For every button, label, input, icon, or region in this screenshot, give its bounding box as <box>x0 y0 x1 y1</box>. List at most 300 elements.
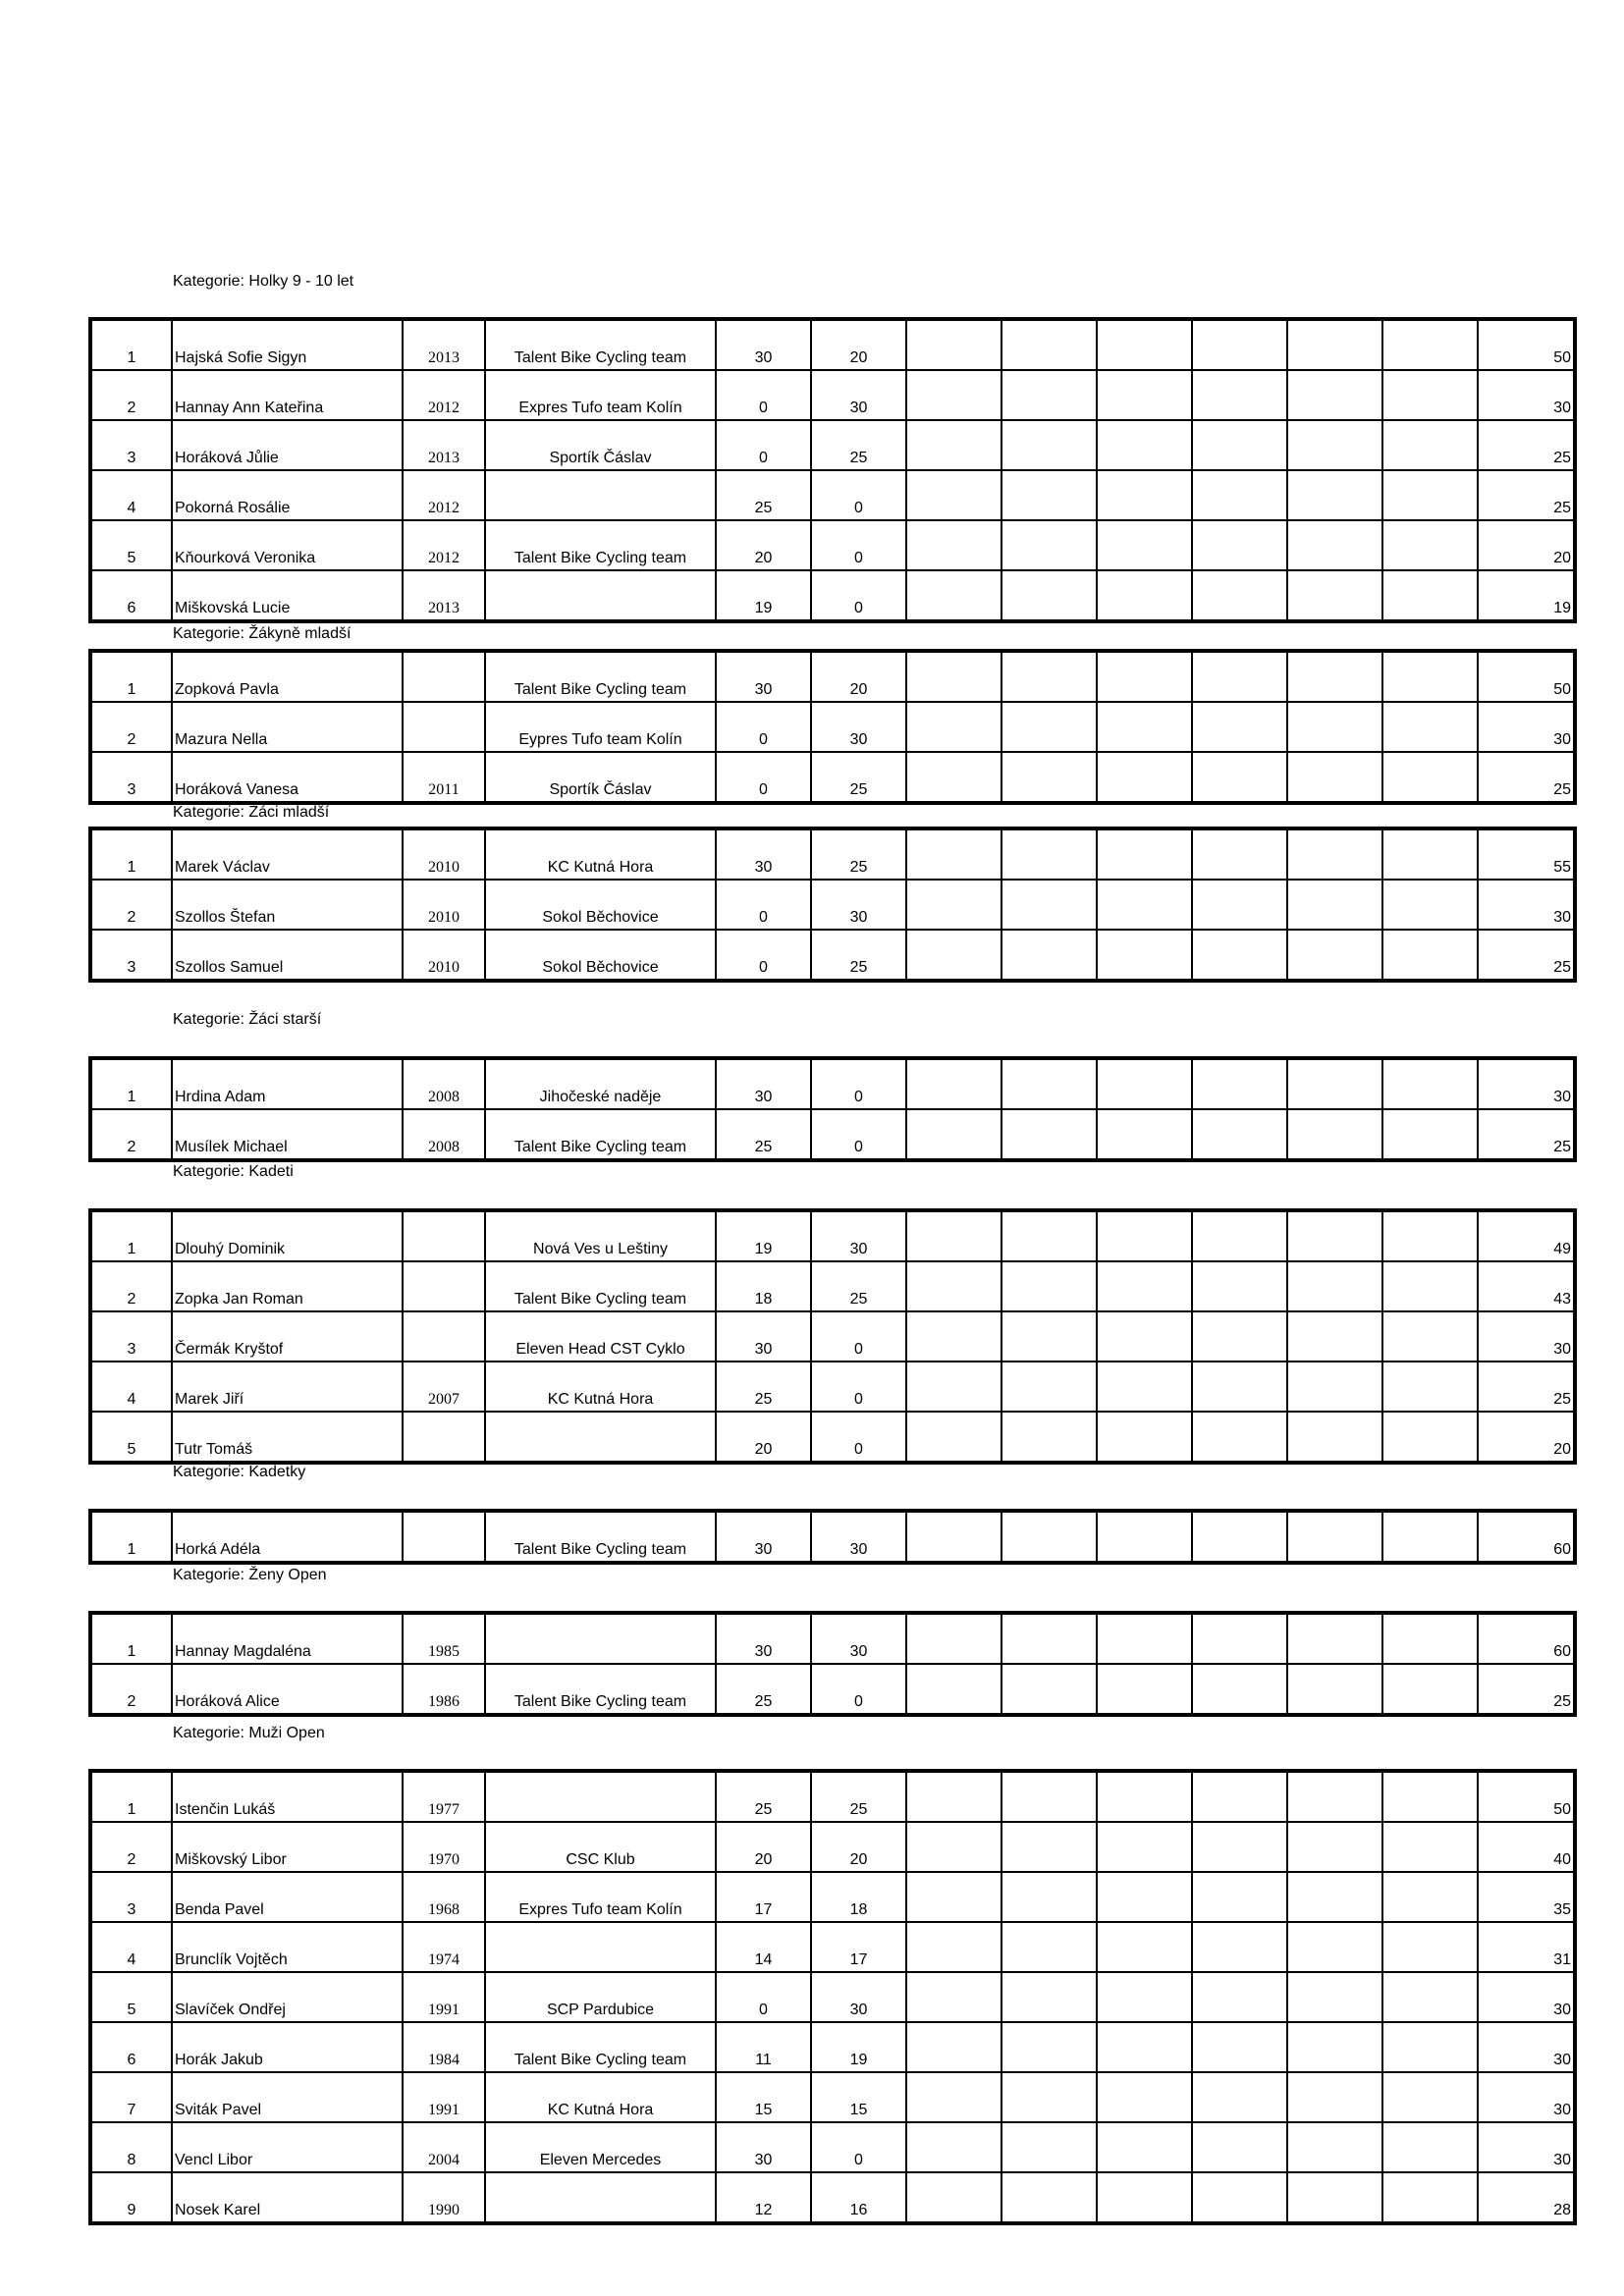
table-row <box>90 2172 1575 2223</box>
empty-race-cell <box>1001 702 1097 752</box>
empty-race-cell <box>1097 2122 1192 2172</box>
race2-points-cell: 0 <box>811 1362 906 1412</box>
birth-year-cell: 1977 <box>403 1771 485 1822</box>
birth-year-cell: 2012 <box>403 470 485 520</box>
category-title: Kategorie: Žáci mladší <box>173 804 330 821</box>
team-cell: CSC Klub <box>485 1822 716 1872</box>
empty-race-cell <box>1287 470 1382 520</box>
total-points-cell: 25 <box>1478 470 1575 520</box>
empty-race-cell <box>1287 828 1382 880</box>
empty-race-cell <box>906 2172 1001 2223</box>
birth-year-cell: 2010 <box>403 930 485 981</box>
empty-race-cell <box>1097 1210 1192 1261</box>
table-row <box>90 520 1575 570</box>
empty-race-cell <box>1287 1972 1382 2022</box>
empty-race-cell <box>1192 1972 1287 2022</box>
team-cell <box>485 1771 716 1822</box>
race2-points-cell: 16 <box>811 2172 906 2223</box>
total-points-cell: 20 <box>1478 520 1575 570</box>
empty-race-cell <box>1001 570 1097 621</box>
total-points-cell: 30 <box>1478 2122 1575 2172</box>
race1-points-cell: 0 <box>716 702 811 752</box>
rank-cell: 3 <box>90 930 172 981</box>
team-cell: SCP Pardubice <box>485 1972 716 2022</box>
total-points-cell: 30 <box>1478 702 1575 752</box>
empty-race-cell <box>1097 1664 1192 1715</box>
team-cell: Talent Bike Cycling team <box>485 1109 716 1160</box>
empty-race-cell <box>1287 1922 1382 1972</box>
empty-race-cell <box>1001 828 1097 880</box>
rank-cell: 1 <box>90 319 172 370</box>
empty-race-cell <box>1192 1311 1287 1362</box>
empty-race-cell <box>1097 1261 1192 1311</box>
race1-points-cell: 20 <box>716 1412 811 1463</box>
empty-race-cell <box>906 880 1001 930</box>
total-points-cell: 50 <box>1478 319 1575 370</box>
empty-race-cell <box>906 702 1001 752</box>
birth-year-cell: 1991 <box>403 1972 485 2022</box>
rank-cell: 8 <box>90 2122 172 2172</box>
empty-race-cell <box>1001 319 1097 370</box>
total-points-cell: 30 <box>1478 2072 1575 2122</box>
empty-race-cell <box>1001 1511 1097 1563</box>
empty-race-cell <box>1192 319 1287 370</box>
empty-race-cell <box>1382 1922 1478 1972</box>
total-points-cell: 30 <box>1478 1972 1575 2022</box>
empty-race-cell <box>906 651 1001 702</box>
team-cell <box>485 1922 716 1972</box>
table-row <box>90 570 1575 621</box>
empty-race-cell <box>1287 570 1382 621</box>
birth-year-cell: 2010 <box>403 828 485 880</box>
race2-points-cell: 17 <box>811 1922 906 1972</box>
race1-points-cell: 14 <box>716 1922 811 1972</box>
team-cell: Sokol Běchovice <box>485 930 716 981</box>
race1-points-cell: 20 <box>716 520 811 570</box>
total-points-cell: 55 <box>1478 828 1575 880</box>
rank-cell: 1 <box>90 1058 172 1109</box>
table-row <box>90 1412 1575 1463</box>
total-points-cell: 19 <box>1478 570 1575 621</box>
table-row <box>90 651 1575 702</box>
empty-race-cell <box>1192 570 1287 621</box>
total-points-cell: 31 <box>1478 1922 1575 1972</box>
rider-name-cell: Miškovský Libor <box>172 1822 403 1872</box>
birth-year-cell: 2013 <box>403 420 485 470</box>
rank-cell: 3 <box>90 420 172 470</box>
empty-race-cell <box>906 930 1001 981</box>
team-cell: Expres Tufo team Kolín <box>485 1872 716 1922</box>
empty-race-cell <box>1382 651 1478 702</box>
empty-race-cell <box>1192 1922 1287 1972</box>
total-points-cell: 25 <box>1478 420 1575 470</box>
empty-race-cell <box>906 1311 1001 1362</box>
birth-year-cell: 2008 <box>403 1109 485 1160</box>
birth-year-cell: 1984 <box>403 2022 485 2072</box>
total-points-cell: 25 <box>1478 1109 1575 1160</box>
empty-race-cell <box>1001 880 1097 930</box>
empty-race-cell <box>906 1511 1001 1563</box>
empty-race-cell <box>1001 420 1097 470</box>
race2-points-cell: 30 <box>811 702 906 752</box>
total-points-cell: 50 <box>1478 651 1575 702</box>
race2-points-cell: 25 <box>811 930 906 981</box>
empty-race-cell <box>906 420 1001 470</box>
empty-race-cell <box>1192 651 1287 702</box>
category-title: Kategorie: Muži Open <box>173 1725 325 1741</box>
empty-race-cell <box>1001 470 1097 520</box>
empty-race-cell <box>1382 319 1478 370</box>
rank-cell: 2 <box>90 1664 172 1715</box>
empty-race-cell <box>1001 1261 1097 1311</box>
empty-race-cell <box>1097 319 1192 370</box>
race2-points-cell: 30 <box>811 1210 906 1261</box>
empty-race-cell <box>1382 370 1478 420</box>
team-cell: KC Kutná Hora <box>485 2072 716 2122</box>
race1-points-cell: 30 <box>716 1058 811 1109</box>
rank-cell: 1 <box>90 1210 172 1261</box>
empty-race-cell <box>1192 1412 1287 1463</box>
total-points-cell: 25 <box>1478 1664 1575 1715</box>
birth-year-cell: 2013 <box>403 319 485 370</box>
team-cell: Jihočeské naděje <box>485 1058 716 1109</box>
race1-points-cell: 19 <box>716 570 811 621</box>
rider-name-cell: Miškovská Lucie <box>172 570 403 621</box>
rank-cell: 2 <box>90 1261 172 1311</box>
results-table <box>88 1056 1577 1162</box>
category-title: Kategorie: Žáci starší <box>173 1011 322 1028</box>
empty-race-cell <box>1001 1412 1097 1463</box>
empty-race-cell <box>1097 1972 1192 2022</box>
table-row <box>90 1058 1575 1109</box>
birth-year-cell: 2004 <box>403 2122 485 2172</box>
empty-race-cell <box>1287 420 1382 470</box>
empty-race-cell <box>1382 2122 1478 2172</box>
empty-race-cell <box>1192 2172 1287 2223</box>
empty-race-cell <box>1097 1311 1192 1362</box>
empty-race-cell <box>1287 370 1382 420</box>
birth-year-cell: 1985 <box>403 1613 485 1664</box>
race2-points-cell: 20 <box>811 319 906 370</box>
empty-race-cell <box>1382 828 1478 880</box>
rank-cell: 1 <box>90 651 172 702</box>
rank-cell: 2 <box>90 1822 172 1872</box>
table-row <box>90 1771 1575 1822</box>
empty-race-cell <box>1001 2122 1097 2172</box>
team-cell: Sokol Běchovice <box>485 880 716 930</box>
race1-points-cell: 30 <box>716 1613 811 1664</box>
race1-points-cell: 30 <box>716 1311 811 1362</box>
rider-name-cell: Hrdina Adam <box>172 1058 403 1109</box>
race2-points-cell: 0 <box>811 570 906 621</box>
race1-points-cell: 18 <box>716 1261 811 1311</box>
team-cell: KC Kutná Hora <box>485 1362 716 1412</box>
empty-race-cell <box>1287 1412 1382 1463</box>
race2-points-cell: 15 <box>811 2072 906 2122</box>
empty-race-cell <box>1097 520 1192 570</box>
empty-race-cell <box>1382 1822 1478 1872</box>
team-cell: Sportík Čáslav <box>485 420 716 470</box>
race1-points-cell: 0 <box>716 880 811 930</box>
race1-points-cell: 17 <box>716 1872 811 1922</box>
empty-race-cell <box>1001 1771 1097 1822</box>
empty-race-cell <box>1287 1109 1382 1160</box>
rider-name-cell: Sviták Pavel <box>172 2072 403 2122</box>
race2-points-cell: 18 <box>811 1872 906 1922</box>
empty-race-cell <box>1097 2172 1192 2223</box>
total-points-cell: 43 <box>1478 1261 1575 1311</box>
empty-race-cell <box>1001 1972 1097 2022</box>
rider-name-cell: Horák Jakub <box>172 2022 403 2072</box>
race2-points-cell: 0 <box>811 2122 906 2172</box>
empty-race-cell <box>1192 880 1287 930</box>
birth-year-cell: 1991 <box>403 2072 485 2122</box>
rider-name-cell: Čermák Kryštof <box>172 1311 403 1362</box>
empty-race-cell <box>1382 1511 1478 1563</box>
empty-race-cell <box>1382 1872 1478 1922</box>
team-cell: Talent Bike Cycling team <box>485 651 716 702</box>
rider-name-cell: Horáková Alice <box>172 1664 403 1715</box>
empty-race-cell <box>906 319 1001 370</box>
empty-race-cell <box>1382 2022 1478 2072</box>
empty-race-cell <box>1192 370 1287 420</box>
race1-points-cell: 15 <box>716 2072 811 2122</box>
results-table <box>88 827 1577 983</box>
total-points-cell: 30 <box>1478 1311 1575 1362</box>
rank-cell: 6 <box>90 2022 172 2072</box>
category-title: Kategorie: Kadeti <box>173 1163 294 1180</box>
team-cell: Nová Ves u Leštiny <box>485 1210 716 1261</box>
birth-year-cell: 1974 <box>403 1922 485 1972</box>
empty-race-cell <box>1097 1511 1192 1563</box>
empty-race-cell <box>1001 2072 1097 2122</box>
total-points-cell: 20 <box>1478 1412 1575 1463</box>
team-cell: Talent Bike Cycling team <box>485 1664 716 1715</box>
race1-points-cell: 30 <box>716 319 811 370</box>
birth-year-cell: 2012 <box>403 370 485 420</box>
empty-race-cell <box>1382 2072 1478 2122</box>
empty-race-cell <box>906 1771 1001 1822</box>
table-row <box>90 1613 1575 1664</box>
total-points-cell: 40 <box>1478 1822 1575 1872</box>
birth-year-cell: 1986 <box>403 1664 485 1715</box>
results-table <box>88 649 1577 805</box>
rank-cell: 5 <box>90 1412 172 1463</box>
rank-cell: 5 <box>90 520 172 570</box>
race2-points-cell: 0 <box>811 1109 906 1160</box>
empty-race-cell <box>906 520 1001 570</box>
empty-race-cell <box>1097 1771 1192 1822</box>
rank-cell: 2 <box>90 1109 172 1160</box>
empty-race-cell <box>1001 1362 1097 1412</box>
table-row <box>90 370 1575 420</box>
team-cell: Talent Bike Cycling team <box>485 1261 716 1311</box>
race2-points-cell: 0 <box>811 1664 906 1715</box>
empty-race-cell <box>1382 520 1478 570</box>
empty-race-cell <box>1382 570 1478 621</box>
birth-year-cell: 2010 <box>403 880 485 930</box>
birth-year-cell <box>403 1311 485 1362</box>
empty-race-cell <box>1287 2122 1382 2172</box>
empty-race-cell <box>1382 1311 1478 1362</box>
birth-year-cell: 2013 <box>403 570 485 621</box>
table-row <box>90 2122 1575 2172</box>
birth-year-cell: 1968 <box>403 1872 485 1922</box>
empty-race-cell <box>906 1664 1001 1715</box>
table-row <box>90 1311 1575 1362</box>
table-row <box>90 930 1575 981</box>
race1-points-cell: 0 <box>716 930 811 981</box>
empty-race-cell <box>1097 1362 1192 1412</box>
empty-race-cell <box>1097 1872 1192 1922</box>
empty-race-cell <box>1097 2072 1192 2122</box>
rider-name-cell: Horáková Vanesa <box>172 752 403 803</box>
table-row <box>90 2022 1575 2072</box>
empty-race-cell <box>1097 370 1192 420</box>
race2-points-cell: 20 <box>811 651 906 702</box>
race2-points-cell: 25 <box>811 828 906 880</box>
table-row <box>90 1109 1575 1160</box>
race1-points-cell: 25 <box>716 1771 811 1822</box>
empty-race-cell <box>1382 420 1478 470</box>
rider-name-cell: Musílek Michael <box>172 1109 403 1160</box>
rider-name-cell: Szollos Štefan <box>172 880 403 930</box>
empty-race-cell <box>1382 1972 1478 2022</box>
race1-points-cell: 30 <box>716 2122 811 2172</box>
rider-name-cell: Benda Pavel <box>172 1872 403 1922</box>
table-row <box>90 1972 1575 2022</box>
rider-name-cell: Mazura Nella <box>172 702 403 752</box>
race2-points-cell: 0 <box>811 1311 906 1362</box>
empty-race-cell <box>1097 1058 1192 1109</box>
rider-name-cell: Zopka Jan Roman <box>172 1261 403 1311</box>
empty-race-cell <box>1192 520 1287 570</box>
empty-race-cell <box>1192 1261 1287 1311</box>
empty-race-cell <box>1001 1058 1097 1109</box>
empty-race-cell <box>1192 1771 1287 1822</box>
rider-name-cell: Szollos Samuel <box>172 930 403 981</box>
empty-race-cell <box>1097 752 1192 803</box>
empty-race-cell <box>1001 520 1097 570</box>
rider-name-cell: Pokorná Rosálie <box>172 470 403 520</box>
table-row <box>90 1872 1575 1922</box>
total-points-cell: 49 <box>1478 1210 1575 1261</box>
empty-race-cell <box>1097 828 1192 880</box>
race1-points-cell: 19 <box>716 1210 811 1261</box>
race2-points-cell: 30 <box>811 370 906 420</box>
empty-race-cell <box>1001 2022 1097 2072</box>
team-cell: Eypres Tufo team Kolín <box>485 702 716 752</box>
empty-race-cell <box>1287 702 1382 752</box>
rank-cell: 3 <box>90 1872 172 1922</box>
category-title: Kategorie: Holky 9 - 10 let <box>173 273 354 290</box>
birth-year-cell: 2011 <box>403 752 485 803</box>
empty-race-cell <box>1382 470 1478 520</box>
results-table <box>88 317 1577 623</box>
rank-cell: 2 <box>90 880 172 930</box>
total-points-cell: 30 <box>1478 1058 1575 1109</box>
empty-race-cell <box>1192 1058 1287 1109</box>
empty-race-cell <box>1287 2172 1382 2223</box>
empty-race-cell <box>906 1872 1001 1922</box>
empty-race-cell <box>1192 1613 1287 1664</box>
race1-points-cell: 0 <box>716 370 811 420</box>
rider-name-cell: Tutr Tomáš <box>172 1412 403 1463</box>
empty-race-cell <box>1192 420 1287 470</box>
race2-points-cell: 25 <box>811 752 906 803</box>
category-title: Kategorie: Kadetky <box>173 1464 306 1480</box>
empty-race-cell <box>906 2122 1001 2172</box>
empty-race-cell <box>906 570 1001 621</box>
empty-race-cell <box>1192 1362 1287 1412</box>
empty-race-cell <box>1382 702 1478 752</box>
team-cell: Sportík Čáslav <box>485 752 716 803</box>
empty-race-cell <box>1001 1109 1097 1160</box>
race1-points-cell: 25 <box>716 1664 811 1715</box>
empty-race-cell <box>1287 930 1382 981</box>
empty-race-cell <box>1001 651 1097 702</box>
rank-cell: 7 <box>90 2072 172 2122</box>
race1-points-cell: 0 <box>716 752 811 803</box>
rank-cell: 1 <box>90 1511 172 1563</box>
empty-race-cell <box>1382 1412 1478 1463</box>
empty-race-cell <box>1097 651 1192 702</box>
rider-name-cell: Hannay Ann Kateřina <box>172 370 403 420</box>
empty-race-cell <box>1097 1412 1192 1463</box>
empty-race-cell <box>1001 1664 1097 1715</box>
empty-race-cell <box>1192 2072 1287 2122</box>
rider-name-cell: Istenčin Lukáš <box>172 1771 403 1822</box>
empty-race-cell <box>1192 2122 1287 2172</box>
race2-points-cell: 0 <box>811 520 906 570</box>
table-row <box>90 828 1575 880</box>
empty-race-cell <box>906 1210 1001 1261</box>
race1-points-cell: 30 <box>716 651 811 702</box>
empty-race-cell <box>906 470 1001 520</box>
empty-race-cell <box>1001 2172 1097 2223</box>
race2-points-cell: 0 <box>811 470 906 520</box>
rank-cell: 5 <box>90 1972 172 2022</box>
rider-name-cell: Horká Adéla <box>172 1511 403 1563</box>
empty-race-cell <box>1287 1613 1382 1664</box>
team-cell <box>485 570 716 621</box>
empty-race-cell <box>1287 880 1382 930</box>
empty-race-cell <box>1287 1664 1382 1715</box>
birth-year-cell <box>403 1511 485 1563</box>
results-table <box>88 1208 1577 1465</box>
rank-cell: 4 <box>90 470 172 520</box>
team-cell: Eleven Head CST Cyklo <box>485 1311 716 1362</box>
table-row <box>90 1664 1575 1715</box>
total-points-cell: 30 <box>1478 880 1575 930</box>
empty-race-cell <box>1192 1872 1287 1922</box>
rank-cell: 3 <box>90 752 172 803</box>
race2-points-cell: 25 <box>811 1771 906 1822</box>
empty-race-cell <box>1192 470 1287 520</box>
table-row <box>90 702 1575 752</box>
results-table <box>88 1769 1577 2225</box>
rider-name-cell: Kňourková Veronika <box>172 520 403 570</box>
total-points-cell: 30 <box>1478 2022 1575 2072</box>
team-cell: Talent Bike Cycling team <box>485 319 716 370</box>
table-row <box>90 470 1575 520</box>
empty-race-cell <box>1097 2022 1192 2072</box>
rank-cell: 9 <box>90 2172 172 2223</box>
empty-race-cell <box>1192 1109 1287 1160</box>
total-points-cell: 25 <box>1478 930 1575 981</box>
race1-points-cell: 25 <box>716 1109 811 1160</box>
empty-race-cell <box>1287 1058 1382 1109</box>
